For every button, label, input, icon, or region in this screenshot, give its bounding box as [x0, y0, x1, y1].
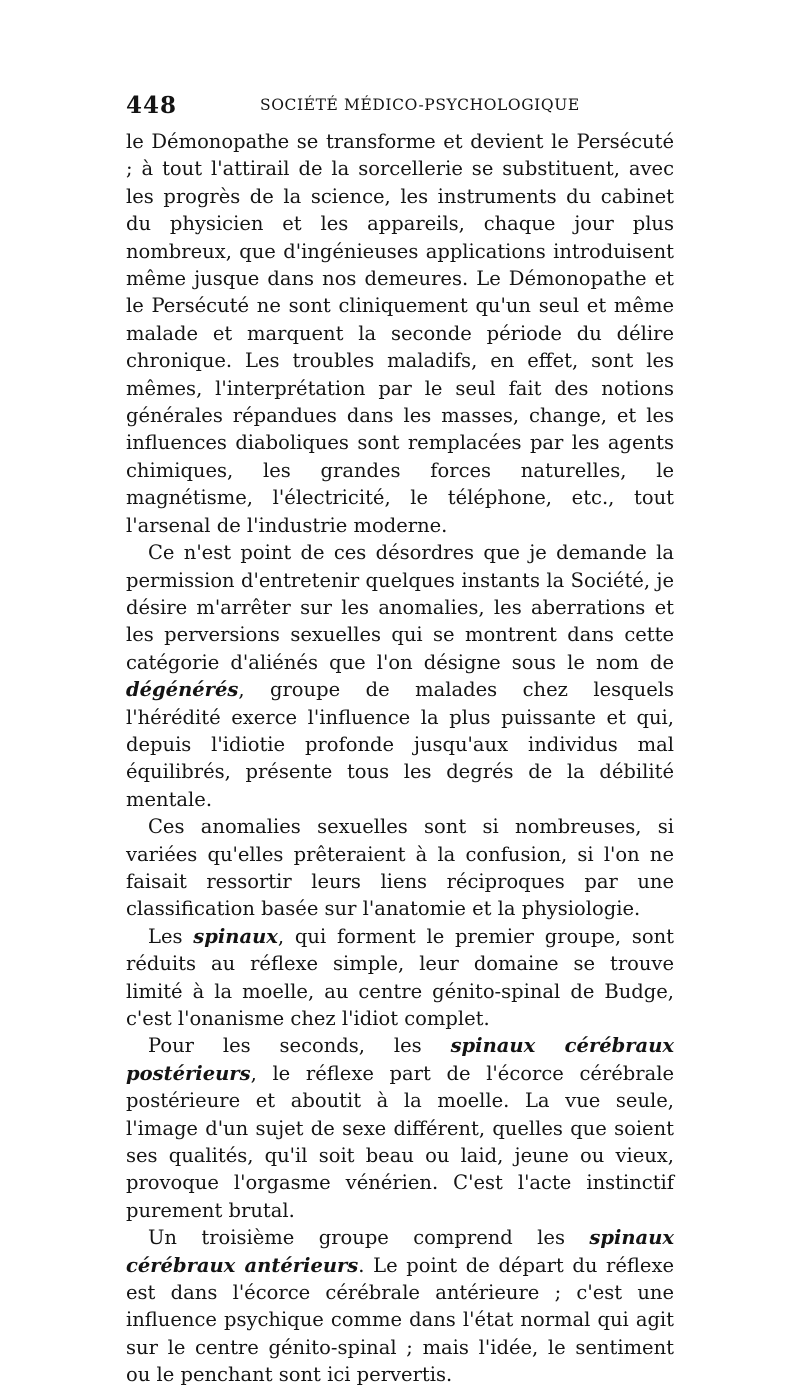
- paragraph: [126, 1032, 674, 1224]
- paragraph-text: Ce n'est point de ces désordres que je demande la permission d'entretenir quelques instants la Société, je désire m'arrêter sur les anomalies, les aberrations et les perversions sexuelles qui se montrent dans cette catégorie d'aliénés que l'on désigne sous le nom de: [126, 541, 674, 674]
- page-header: [126, 92, 674, 122]
- paragraph-text: le Démonopathe se transforme et devient le Persécuté ; à tout l'attirail de la sorcellerie se substituent, avec les progrès de la science, les instruments du cabinet du physicien et les appareils, chaque jour plus nombreux, que d'ingénieuses applications introduisent même jusque dans nos demeures. Le Démonopathe et le Persécuté ne sont cliniquement qu'un seul et même malade et marquent la seconde période du délire chronique. Les troubles maladifs, en effet, sont les mêmes, l'interprétation par le seul fait des notions générales répandues dans les masses, change, et les influences diaboliques sont remplacées par les agents chimiques, les grandes forces naturelles, le magnétisme, l'électricité, le téléphone, etc., tout l'arsenal de l'industrie moderne.: [126, 130, 674, 537]
- italic-term: spinaux: [193, 924, 278, 948]
- paragraph-text: . Le point de départ du réflexe est dans l'écorce cérébrale antérieure ; c'est une influence psychique comme dans l'état normal qui agit sur le centre génito-spinal ; mais l'idée, le sentiment ou le penchant sont ici pervertis.: [126, 1253, 675, 1387]
- italic-term: dégénérés: [126, 678, 239, 702]
- paragraph-text: Pour les seconds, les: [148, 1034, 451, 1058]
- body-text: [126, 128, 674, 1389]
- running-head: SOCIÉTÉ MÉDICO-PSYCHOLOGIQUE: [260, 96, 580, 114]
- paragraph-text: Ces anomalies sexuelles sont si nombreuses, si variées qu'elles prêteraient à la confusion, si l'on ne faisait ressortir leurs liens réciproques par une classification basée sur l'anatomie et la physiologie.: [126, 815, 674, 921]
- paragraph: [126, 1224, 674, 1388]
- paragraph-text: Un troisième groupe comprend les: [148, 1226, 590, 1250]
- italic-term: spinaux cérébraux antérieurs: [126, 1226, 674, 1277]
- page-number: 448: [126, 92, 178, 119]
- paragraph-text: , groupe de malades chez lesquels l'hérédité exerce l'influence la plus puissante et qui, depuis l'idiotie profonde jusqu'aux individus mal équilibrés, présente tous les degrés de la débilité mentale.: [126, 678, 674, 811]
- paragraph-text: , le réflexe part de l'écorce cérébrale postérieure et aboutit à la moelle. La vue seule, l'image d'un sujet de sexe différent, quelles que soient ses qualités, qu'il soit beau ou laid, jeune ou vieux, provoque l'orgasme vénérien. C'est l'acte instinctif purement brutal.: [126, 1061, 674, 1222]
- paragraph: [126, 813, 674, 923]
- italic-term: spinaux cérébraux postérieurs: [126, 1034, 674, 1085]
- paragraph: [126, 128, 674, 539]
- paragraph-text: , qui forment le premier groupe, sont réduits au réflexe simple, leur domaine se trouve limité à la moelle, au centre génito-spinal de Budge, c'est l'onanisme chez l'idiot complet.: [126, 924, 674, 1030]
- paragraph-text: Les: [148, 924, 194, 948]
- paragraph: [126, 539, 674, 813]
- paragraph: [126, 923, 674, 1033]
